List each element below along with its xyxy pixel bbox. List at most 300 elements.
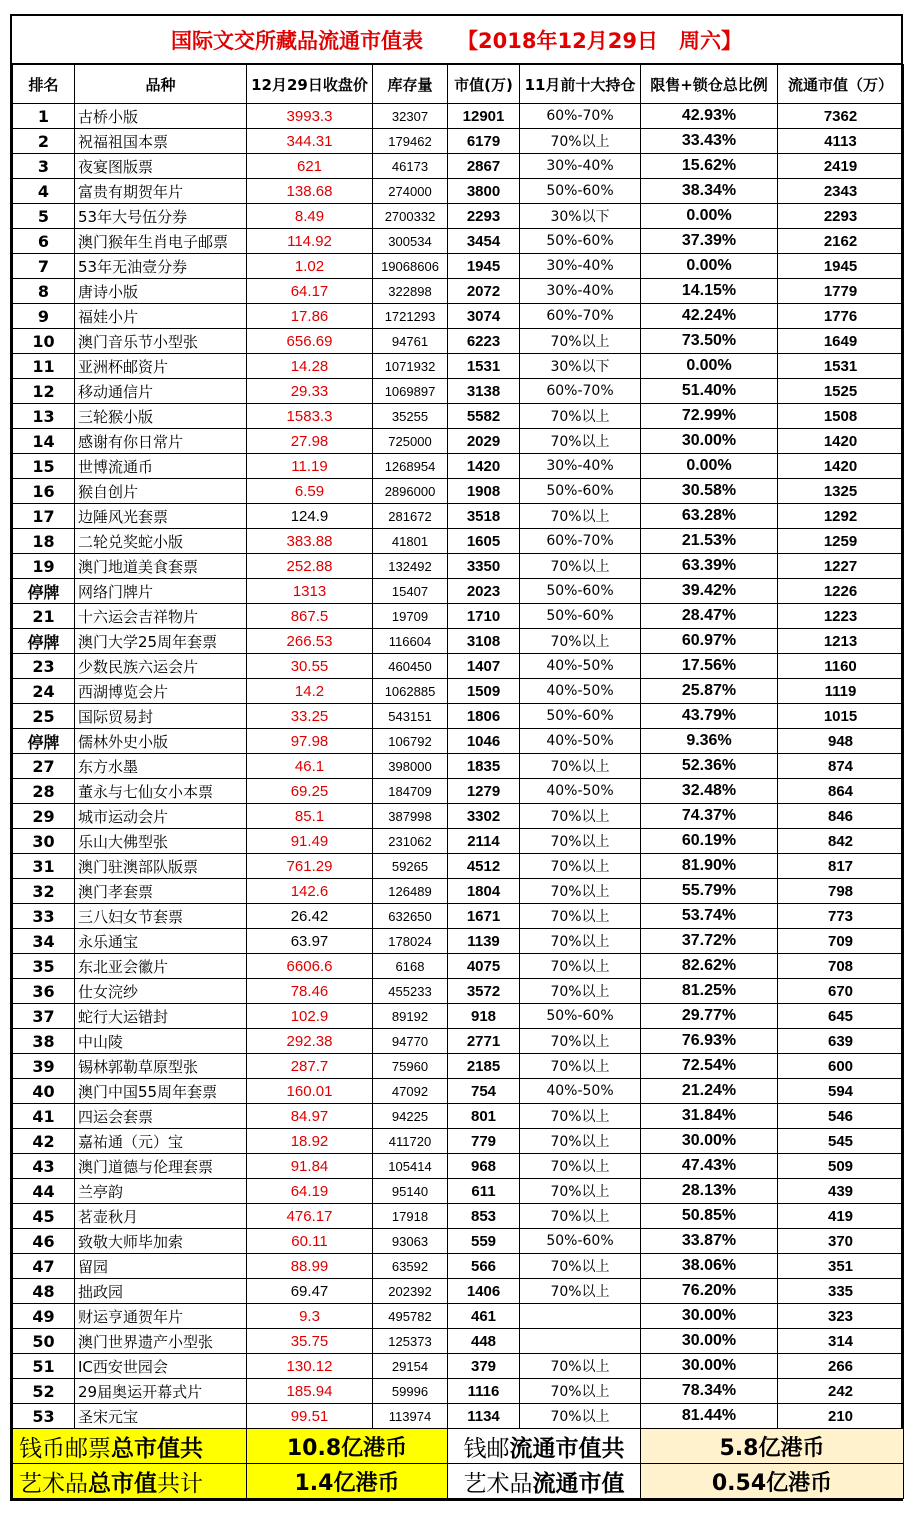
row-rank: 5 [13,204,75,229]
row-rank: 2 [13,129,75,154]
row-locked-ratio: 37.39% [641,229,778,254]
row-float-value: 2162 [778,229,904,254]
coins-stamps-total-label: 钱币邮票总市值共 [13,1429,247,1464]
table-row [13,454,904,479]
row-locked-ratio: 38.34% [641,179,778,204]
row-closing-price: 1313 [247,579,373,604]
row-float-value: 1015 [778,704,904,729]
coins-stamps-float-value: 5.8亿港币 [641,1429,904,1464]
row-float-value: 509 [778,1154,904,1179]
row-locked-ratio: 30.58% [641,479,778,504]
row-locked-ratio: 0.00% [641,454,778,479]
row-stock: 29154 [373,1354,448,1379]
row-top10-holding: 70%以上 [520,429,641,454]
row-closing-price: 6.59 [247,479,373,504]
table-row [13,1029,904,1054]
row-closing-price: 8.49 [247,204,373,229]
row-top10-holding: 70%以上 [520,854,641,879]
row-rank: 35 [13,954,75,979]
row-rank: 49 [13,1304,75,1329]
row-stock: 126489 [373,879,448,904]
row-rank: 43 [13,1154,75,1179]
row-stock: 1721293 [373,304,448,329]
row-stock: 274000 [373,179,448,204]
row-locked-ratio: 15.62% [641,154,778,179]
row-market-value: 12901 [448,104,520,129]
row-closing-price: 867.5 [247,604,373,629]
title-date: 【2018年12月29日 周六】 [457,28,742,53]
row-locked-ratio: 21.24% [641,1079,778,1104]
row-stock: 46173 [373,154,448,179]
table-row [13,104,904,129]
row-top10-holding: 30%-40% [520,454,641,479]
table-row [13,804,904,829]
row-rank: 41 [13,1104,75,1129]
row-market-value: 1046 [448,729,520,754]
row-market-value: 566 [448,1254,520,1279]
row-closing-price: 14.2 [247,679,373,704]
row-name: 圣宋元宝 [75,1404,247,1429]
row-locked-ratio: 30.00% [641,1129,778,1154]
row-float-value: 1779 [778,279,904,304]
row-name: 东方水墨 [75,754,247,779]
row-closing-price: 30.55 [247,654,373,679]
row-stock: 63592 [373,1254,448,1279]
row-locked-ratio: 74.37% [641,804,778,829]
row-closing-price: 383.88 [247,529,373,554]
table-row [13,1004,904,1029]
row-stock: 75960 [373,1054,448,1079]
row-closing-price: 84.97 [247,1104,373,1129]
row-name: 福娃小片 [75,304,247,329]
row-rank: 27 [13,754,75,779]
row-float-value: 546 [778,1104,904,1129]
row-top10-holding: 70%以上 [520,754,641,779]
row-name: 夜宴图版票 [75,154,247,179]
row-locked-ratio: 72.54% [641,1054,778,1079]
row-locked-ratio: 47.43% [641,1154,778,1179]
table-row [13,754,904,779]
row-name: 唐诗小版 [75,279,247,304]
row-closing-price: 621 [247,154,373,179]
row-float-value: 242 [778,1379,904,1404]
row-top10-holding: 60%-70% [520,104,641,129]
row-rank: 33 [13,904,75,929]
table-row [13,829,904,854]
row-locked-ratio: 31.84% [641,1104,778,1129]
row-locked-ratio: 9.36% [641,729,778,754]
row-float-value: 439 [778,1179,904,1204]
row-rank: 6 [13,229,75,254]
row-top10-holding: 60%-70% [520,529,641,554]
row-name: 边陲风光套票 [75,504,247,529]
row-name: 财运亨通贺年片 [75,1304,247,1329]
row-stock: 2896000 [373,479,448,504]
row-closing-price: 46.1 [247,754,373,779]
row-closing-price: 88.99 [247,1254,373,1279]
row-closing-price: 69.47 [247,1279,373,1304]
row-float-value: 1776 [778,304,904,329]
row-locked-ratio: 63.28% [641,504,778,529]
row-name: 29届奥运开幕式片 [75,1379,247,1404]
row-name: 三八妇女节套票 [75,904,247,929]
row-stock: 231062 [373,829,448,854]
row-stock: 543151 [373,704,448,729]
row-stock: 94770 [373,1029,448,1054]
row-stock: 93063 [373,1229,448,1254]
row-name: 致敬大师毕加索 [75,1229,247,1254]
row-rank: 32 [13,879,75,904]
row-rank: 31 [13,854,75,879]
table-row [13,154,904,179]
row-top10-holding: 50%-60% [520,1229,641,1254]
row-top10-holding: 70%以上 [520,404,641,429]
row-top10-holding: 50%-60% [520,704,641,729]
row-closing-price: 18.92 [247,1129,373,1154]
row-closing-price: 85.1 [247,804,373,829]
row-closing-price: 344.31 [247,129,373,154]
row-float-value: 1420 [778,429,904,454]
row-name: 53年无油壹分券 [75,254,247,279]
row-rank: 停牌 [13,629,75,654]
row-market-value: 2867 [448,154,520,179]
row-rank: 23 [13,654,75,679]
row-float-value: 817 [778,854,904,879]
row-stock: 300534 [373,229,448,254]
row-float-value: 709 [778,929,904,954]
row-rank: 52 [13,1379,75,1404]
row-float-value: 594 [778,1079,904,1104]
row-rank: 19 [13,554,75,579]
row-name: 嘉祐通（元）宝 [75,1129,247,1154]
row-market-value: 1710 [448,604,520,629]
row-closing-price: 102.9 [247,1004,373,1029]
row-name: 少数民族六运会片 [75,654,247,679]
row-closing-price: 97.98 [247,729,373,754]
table-row [13,429,904,454]
row-locked-ratio: 30.00% [641,1354,778,1379]
row-name: 三轮猴小版 [75,404,247,429]
row-locked-ratio: 25.87% [641,679,778,704]
table-row [13,954,904,979]
row-locked-ratio: 0.00% [641,354,778,379]
row-float-value: 2419 [778,154,904,179]
table-row [13,679,904,704]
row-market-value: 448 [448,1329,520,1354]
row-top10-holding: 60%-70% [520,304,641,329]
row-top10-holding: 70%以上 [520,1179,641,1204]
row-closing-price: 266.53 [247,629,373,654]
row-float-value: 335 [778,1279,904,1304]
table-row [13,1154,904,1179]
row-closing-price: 3993.3 [247,104,373,129]
row-locked-ratio: 32.48% [641,779,778,804]
row-market-value: 1908 [448,479,520,504]
row-locked-ratio: 28.13% [641,1179,778,1204]
row-rank: 24 [13,679,75,704]
row-closing-price: 252.88 [247,554,373,579]
title-main: 国际文交所藏品流通市值表 [171,28,424,53]
table-row [13,729,904,754]
row-stock: 184709 [373,779,448,804]
row-stock: 1069897 [373,379,448,404]
row-float-value: 351 [778,1254,904,1279]
row-float-value: 1160 [778,654,904,679]
row-stock: 322898 [373,279,448,304]
row-top10-holding: 70%以上 [520,829,641,854]
row-float-value: 639 [778,1029,904,1054]
row-rank: 16 [13,479,75,504]
table-row [13,204,904,229]
row-stock: 113974 [373,1404,448,1429]
row-stock: 95140 [373,1179,448,1204]
row-closing-price: 124.9 [247,504,373,529]
row-market-value: 1134 [448,1404,520,1429]
table-row [13,1179,904,1204]
row-top10-holding: 30%-40% [520,154,641,179]
row-rank: 38 [13,1029,75,1054]
row-stock: 59996 [373,1379,448,1404]
row-rank: 15 [13,454,75,479]
row-name: 古桥小版 [75,104,247,129]
row-locked-ratio: 17.56% [641,654,778,679]
row-rank: 30 [13,829,75,854]
row-market-value: 1806 [448,704,520,729]
row-rank: 47 [13,1254,75,1279]
row-locked-ratio: 30.00% [641,1304,778,1329]
row-name: 东北亚会徽片 [75,954,247,979]
row-name: 国际贸易封 [75,704,247,729]
row-locked-ratio: 33.87% [641,1229,778,1254]
row-top10-holding: 50%-60% [520,229,641,254]
row-rank: 28 [13,779,75,804]
row-float-value: 370 [778,1229,904,1254]
row-closing-price: 29.33 [247,379,373,404]
row-top10-holding: 70%以上 [520,1254,641,1279]
row-float-value: 1226 [778,579,904,604]
row-top10-holding [520,1304,641,1329]
row-closing-price: 6606.6 [247,954,373,979]
row-stock: 1268954 [373,454,448,479]
row-market-value: 853 [448,1204,520,1229]
row-float-value: 708 [778,954,904,979]
table-row [13,479,904,504]
row-stock: 94225 [373,1104,448,1129]
header-market-value: 市值(万) [448,65,520,104]
row-rank: 18 [13,529,75,554]
table-row [13,1129,904,1154]
header-name: 品种 [75,65,247,104]
coins-stamps-float-label: 钱邮流通市值共 [448,1429,641,1464]
row-market-value: 3350 [448,554,520,579]
row-float-value: 948 [778,729,904,754]
row-rank: 7 [13,254,75,279]
row-float-value: 864 [778,779,904,804]
row-market-value: 2114 [448,829,520,854]
table-row [13,1079,904,1104]
row-top10-holding: 50%-60% [520,179,641,204]
table-row [13,779,904,804]
table-row [13,354,904,379]
row-market-value: 1116 [448,1379,520,1404]
row-float-value: 2293 [778,204,904,229]
table-row [13,704,904,729]
table-row [13,304,904,329]
row-float-value: 1213 [778,629,904,654]
row-name: 儒林外史小版 [75,729,247,754]
row-closing-price: 185.94 [247,1379,373,1404]
row-top10-holding: 70%以上 [520,879,641,904]
row-closing-price: 91.84 [247,1154,373,1179]
row-closing-price: 78.46 [247,979,373,1004]
row-top10-holding: 70%以上 [520,1354,641,1379]
table-row [13,629,904,654]
table-row [13,279,904,304]
row-locked-ratio: 81.25% [641,979,778,1004]
row-name: 澳门驻澳部队版票 [75,854,247,879]
row-top10-holding: 30%以下 [520,354,641,379]
row-market-value: 4512 [448,854,520,879]
table-row [13,404,904,429]
footer-row-art [13,1464,904,1499]
header-rank: 排名 [13,65,75,104]
row-top10-holding: 60%-70% [520,379,641,404]
row-market-value: 6223 [448,329,520,354]
row-rank: 12 [13,379,75,404]
row-float-value: 874 [778,754,904,779]
row-name: 澳门地道美食套票 [75,554,247,579]
art-total-label: 艺术品总市值共计 [13,1464,247,1499]
table-row [13,1104,904,1129]
row-float-value: 1292 [778,504,904,529]
row-closing-price: 64.17 [247,279,373,304]
row-top10-holding: 40%-50% [520,654,641,679]
row-locked-ratio: 0.00% [641,254,778,279]
row-name: 留园 [75,1254,247,1279]
table-row [13,904,904,929]
row-name: 亚洲杯邮资片 [75,354,247,379]
row-closing-price: 114.92 [247,229,373,254]
row-top10-holding: 70%以上 [520,1204,641,1229]
row-name: 茗壶秋月 [75,1204,247,1229]
header-float-value: 流通市值（万） [778,65,904,104]
row-locked-ratio: 76.20% [641,1279,778,1304]
row-market-value: 461 [448,1304,520,1329]
row-top10-holding: 70%以上 [520,1054,641,1079]
row-top10-holding: 70%以上 [520,329,641,354]
row-rank: 停牌 [13,729,75,754]
row-locked-ratio: 55.79% [641,879,778,904]
row-locked-ratio: 73.50% [641,329,778,354]
row-stock: 105414 [373,1154,448,1179]
row-stock: 2700332 [373,204,448,229]
sheet-title [12,16,901,64]
row-name: 城市运动会片 [75,804,247,829]
table-row [13,879,904,904]
row-locked-ratio: 60.19% [641,829,778,854]
row-top10-holding: 50%-60% [520,579,641,604]
row-locked-ratio: 60.97% [641,629,778,654]
row-market-value: 1139 [448,929,520,954]
table-row [13,579,904,604]
row-name: 十六运会吉祥物片 [75,604,247,629]
table-row [13,979,904,1004]
row-closing-price: 27.98 [247,429,373,454]
row-locked-ratio: 21.53% [641,529,778,554]
row-market-value: 2029 [448,429,520,454]
row-rank: 44 [13,1179,75,1204]
row-rank: 11 [13,354,75,379]
header-top10-holding: 11月前十大持仓 [520,65,641,104]
table-row [13,929,904,954]
row-market-value: 918 [448,1004,520,1029]
row-name: 祝福祖国本票 [75,129,247,154]
row-closing-price: 292.38 [247,1029,373,1054]
table-row [13,229,904,254]
header-locked-ratio: 限售+锁仓总比例 [641,65,778,104]
row-top10-holding: 70%以上 [520,1029,641,1054]
row-rank: 37 [13,1004,75,1029]
row-closing-price: 17.86 [247,304,373,329]
row-market-value: 1605 [448,529,520,554]
row-locked-ratio: 0.00% [641,204,778,229]
row-top10-holding: 70%以上 [520,1379,641,1404]
row-stock: 725000 [373,429,448,454]
row-rank: 53 [13,1404,75,1429]
row-locked-ratio: 30.00% [641,1329,778,1354]
row-top10-holding: 70%以上 [520,804,641,829]
row-locked-ratio: 29.77% [641,1004,778,1029]
row-name: 移动通信片 [75,379,247,404]
row-market-value: 1804 [448,879,520,904]
row-closing-price: 656.69 [247,329,373,354]
row-closing-price: 60.11 [247,1229,373,1254]
table-row [13,1329,904,1354]
row-top10-holding: 40%-50% [520,779,641,804]
row-stock: 398000 [373,754,448,779]
row-locked-ratio: 82.62% [641,954,778,979]
row-name: 53年大号伍分券 [75,204,247,229]
row-market-value: 2023 [448,579,520,604]
row-locked-ratio: 53.74% [641,904,778,929]
row-market-value: 2185 [448,1054,520,1079]
row-market-value: 3108 [448,629,520,654]
row-rank: 46 [13,1229,75,1254]
row-top10-holding: 70%以上 [520,554,641,579]
row-stock: 202392 [373,1279,448,1304]
row-stock: 59265 [373,854,448,879]
row-name: 兰亭韵 [75,1179,247,1204]
table-row [13,1279,904,1304]
row-top10-holding: 70%以上 [520,904,641,929]
row-market-value: 3454 [448,229,520,254]
row-market-value: 2771 [448,1029,520,1054]
row-locked-ratio: 28.47% [641,604,778,629]
row-top10-holding: 30%以下 [520,204,641,229]
row-name: 四运会套票 [75,1104,247,1129]
row-float-value: 1525 [778,379,904,404]
row-stock: 179462 [373,129,448,154]
row-closing-price: 11.19 [247,454,373,479]
row-stock: 19709 [373,604,448,629]
row-top10-holding: 70%以上 [520,979,641,1004]
row-market-value: 1279 [448,779,520,804]
row-top10-holding: 30%-40% [520,254,641,279]
row-stock: 6168 [373,954,448,979]
row-float-value: 1508 [778,404,904,429]
row-stock: 178024 [373,929,448,954]
row-market-value: 1509 [448,679,520,704]
